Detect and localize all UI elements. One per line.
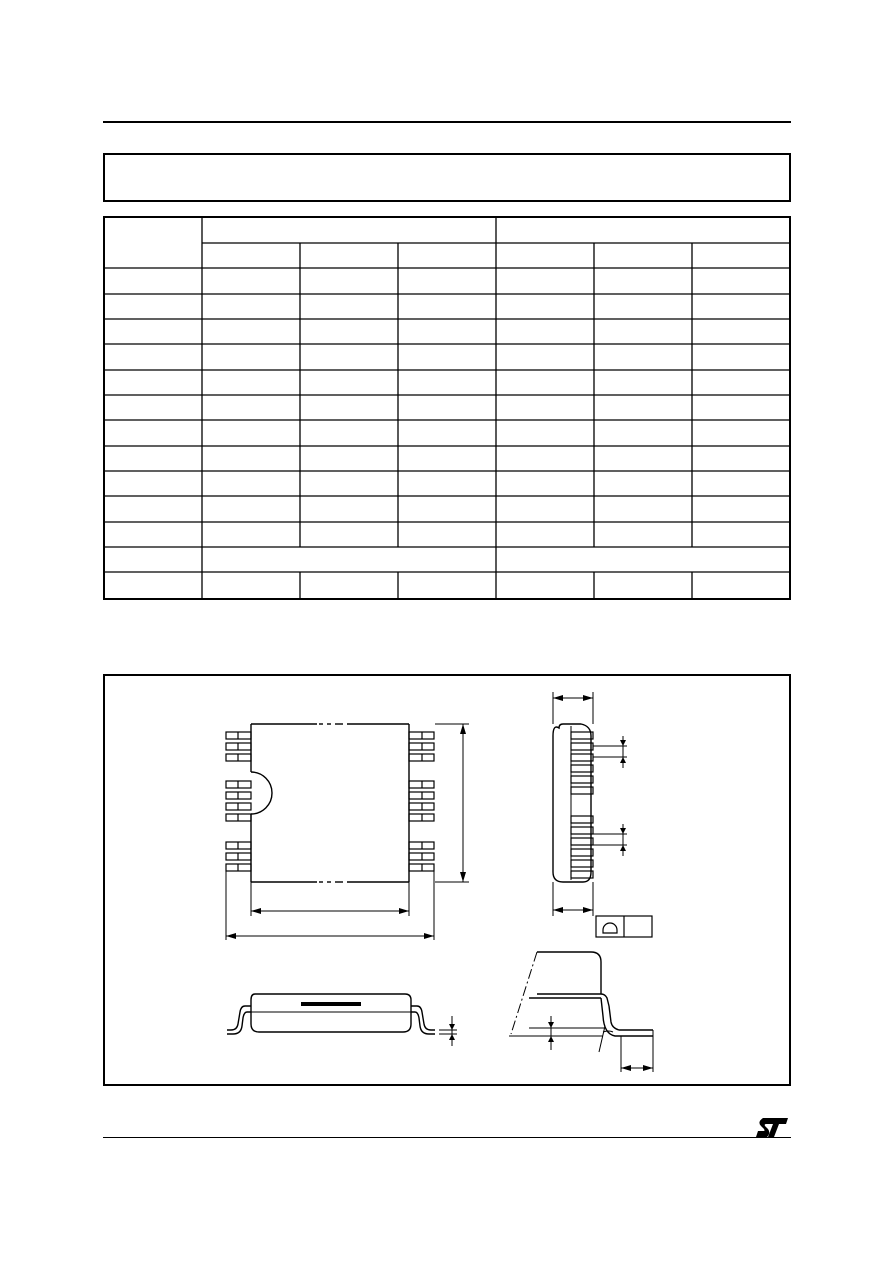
dimension-table-grid bbox=[105, 218, 789, 598]
table-title-box bbox=[103, 153, 791, 202]
footer-rule bbox=[103, 1137, 791, 1138]
package-drawing-svg bbox=[105, 676, 789, 1084]
detail-view bbox=[509, 952, 653, 1072]
st-logo-icon bbox=[755, 1116, 789, 1138]
top-view bbox=[226, 724, 469, 940]
dimension-table bbox=[103, 216, 791, 600]
package-outline-drawing bbox=[103, 674, 791, 1086]
front-view bbox=[227, 994, 457, 1046]
side-view bbox=[553, 692, 652, 937]
header-rule bbox=[103, 121, 791, 123]
